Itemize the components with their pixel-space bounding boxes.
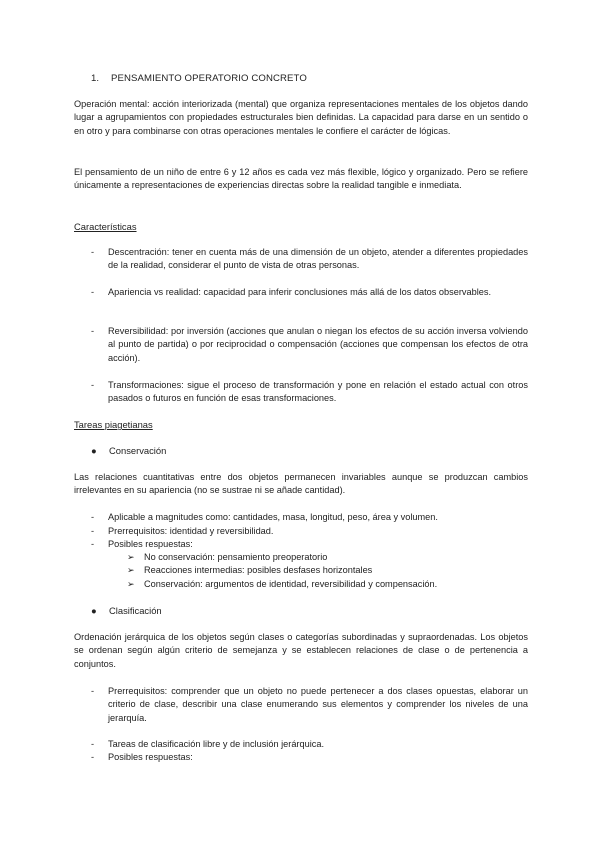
- conservacion-title: Conservación: [109, 445, 167, 456]
- list-dash: -: [91, 380, 95, 390]
- bullet-icon: ●: [91, 445, 97, 456]
- intro-paragraph-2: El pensamiento de un niño de entre 6 y 12 años es cada vez más flexible, lógico y organizado. Pero se refiere únicamente a representaciones de experiencias directas sobre la realidad tangible e inmediata.: [74, 167, 528, 191]
- intro-paragraph-1: Operación mental: acción interiorizada (mental) que organiza representaciones mentales de los objetos dando lugar a agrupamientos con propiedades estructurales bien definidas. La capacidad para darse en un sentido o en otro y para combinarse con otras operaciones mentales le confiere el carácter de lógicas.: [74, 99, 528, 136]
- caracteristica-item: Reversibilidad: por inversión (acciones que anulan o niegan los efectos de su acción inversa volviendo al punto de partida) o por reciprocidad o compensación (acciones que compensan los efectos de otra acción).: [108, 326, 528, 363]
- arrow-icon: ➢: [127, 552, 135, 562]
- caracteristica-item: Transformaciones: sigue el proceso de transformación y pone en relación el estado actual con otros pasados o futuros en función de esas transformaciones.: [108, 380, 528, 404]
- clasificacion-item: Tareas de clasificación libre y de inclusión jerárquica.: [108, 739, 325, 749]
- clasificacion-title: Clasificación: [109, 605, 162, 616]
- heading-title: PENSAMIENTO OPERATORIO CONCRETO: [111, 73, 307, 84]
- conservacion-item: Aplicable a magnitudes como: cantidades, masa, longitud, peso, área y volumen.: [108, 512, 438, 522]
- list-dash: -: [91, 512, 95, 522]
- bullet-icon: ●: [91, 605, 97, 616]
- respuesta-text: Reacciones intermedias: posibles desfases horizontales: [144, 565, 373, 575]
- conservacion-item: Posibles respuestas:: [108, 539, 193, 549]
- list-dash: -: [91, 739, 95, 749]
- list-dash: -: [91, 539, 95, 549]
- section-heading: [91, 72, 307, 85]
- respuesta-item: [127, 578, 527, 591]
- conservacion-description: Las relaciones cuantitativas entre dos objetos permanecen invariables aunque se produzcan cambios irrelevantes en su apariencia (no se sustrae ni se añade cantidad).: [74, 472, 528, 496]
- clasificacion-heading: [91, 604, 162, 617]
- list-dash: -: [91, 752, 95, 762]
- list-dash: -: [91, 287, 95, 297]
- caracteristica-item: Apariencia vs realidad: capacidad para inferir conclusiones más allá de los datos observables.: [108, 287, 492, 297]
- conservacion-heading: [91, 444, 166, 457]
- respuesta-text: Conservación: argumentos de identidad, reversibilidad y compensación.: [144, 579, 438, 589]
- list-dash: -: [91, 526, 95, 536]
- caracteristicas-title: Características: [74, 221, 137, 232]
- list-dash: -: [91, 326, 95, 336]
- respuesta-text: No conservación: pensamiento preoperatorio: [144, 552, 328, 562]
- heading-number: 1.: [91, 73, 100, 84]
- conservacion-item: Prerrequisitos: identidad y reversibilidad.: [108, 526, 274, 536]
- respuesta-item: [127, 551, 527, 564]
- list-dash: -: [91, 247, 95, 257]
- list-dash: -: [91, 686, 95, 696]
- tareas-title: Tareas piagetianas: [74, 419, 153, 430]
- clasificacion-item: Posibles respuestas:: [108, 752, 193, 762]
- arrow-icon: ➢: [127, 565, 135, 575]
- respuesta-item: [127, 564, 527, 577]
- caracteristica-item: Descentración: tener en cuenta más de una dimensión de un objeto, atender a diferentes propiedades de la realidad, considerar el punto de vista de otras personas.: [108, 247, 528, 271]
- arrow-icon: ➢: [127, 579, 135, 589]
- clasificacion-description: Ordenación jerárquica de los objetos según clases o categorías subordinadas y supraordenadas. Los objetos se ordenan según algún criterio de semejanza y se establecen relaciones de clase o de pertenencia a conjuntos.: [74, 632, 528, 669]
- clasificacion-item: Prerrequisitos: comprender que un objeto no puede pertenecer a dos clases opuestas, elaborar un criterio de clase, describir una clase enumerando sus elementos y comprender los niveles de una jerarquía.: [108, 686, 528, 723]
